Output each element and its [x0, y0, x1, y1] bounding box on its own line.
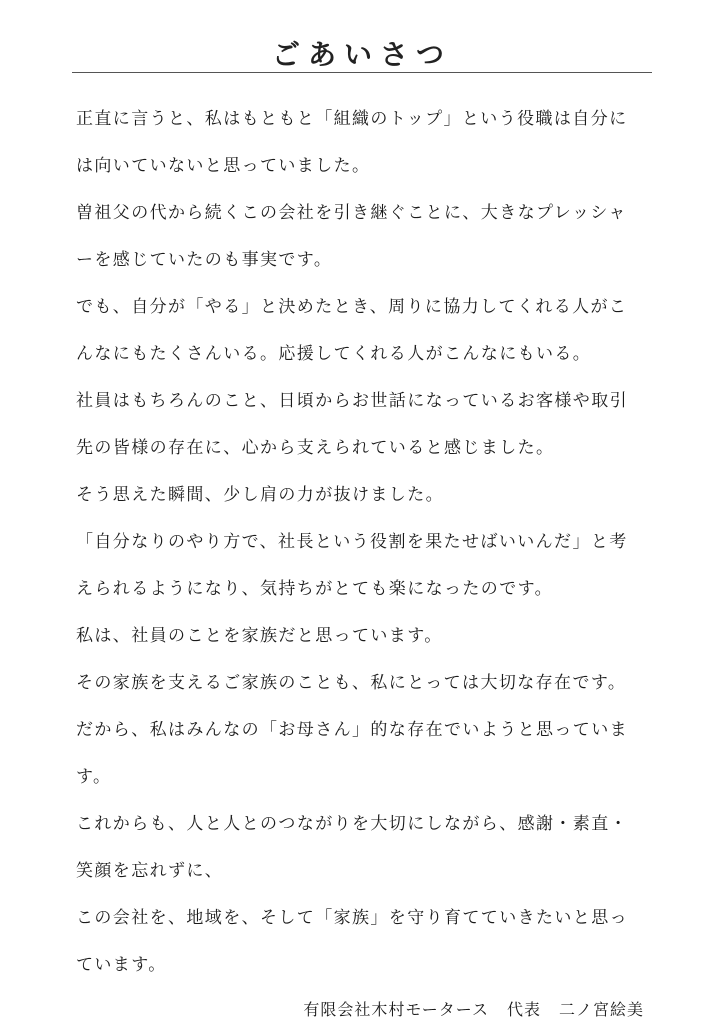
- body-line: ています。: [76, 955, 167, 975]
- body-line: 正直に言うと、私はもともと「組織のトップ」という役職は自分に: [76, 109, 628, 129]
- signer-name: 二ノ宮絵美: [558, 1000, 644, 1019]
- body-line: んなにもたくさんいる。応援してくれる人がこんなにもいる。: [76, 344, 592, 364]
- body-line: 先の皆様の存在に、心から支えられていると感じました。: [76, 438, 555, 458]
- body-line: ーを感じていたのも事実です。: [76, 250, 333, 270]
- body-line: は向いていないと思っていました。: [76, 156, 371, 176]
- title-divider: [72, 72, 652, 73]
- body-line: この会社を、地域を、そして「家族」を守り育てていきたいと思っ: [76, 908, 628, 928]
- body-line: 社員はもちろんのこと、日頃からお世話になっているお客様や取引: [76, 391, 628, 411]
- body-line: 笑顔を忘れずに、: [76, 861, 224, 881]
- body-line: そう思えた瞬間、少し肩の力が抜けました。: [76, 485, 444, 505]
- body-line: でも、自分が「やる」と決めたとき、周りに協力してくれる人がこ: [76, 297, 628, 317]
- company-name: 有限会社木村モータース: [303, 1000, 489, 1019]
- body-line: 私は、社員のことを家族だと思っています。: [76, 626, 443, 646]
- body-line: これからも、人と人とのつながりを大切にしながら、感謝・素直・: [76, 814, 628, 834]
- page-title: ごあいさつ: [271, 37, 452, 71]
- signer-role: 代表: [506, 1000, 541, 1019]
- body-line: えられるようになり、気持ちがとても楽になったのです。: [76, 579, 554, 599]
- greeting-body: [76, 96, 656, 989]
- body-line: その家族を支えるご家族のことも、私にとっては大切な存在です。: [76, 673, 627, 693]
- body-line: だから、私はみんなの「お母さん」的な存在でいようと思っていま: [76, 720, 628, 740]
- body-line: 「自分なりのやり方で、社長という役割を果たせばいいんだ」と考: [76, 532, 628, 552]
- body-line: す。: [76, 767, 112, 787]
- body-line: 曽祖父の代から続くこの会社を引き継ぐことに、大きなプレッシャ: [76, 203, 627, 223]
- signature: [303, 990, 644, 1030]
